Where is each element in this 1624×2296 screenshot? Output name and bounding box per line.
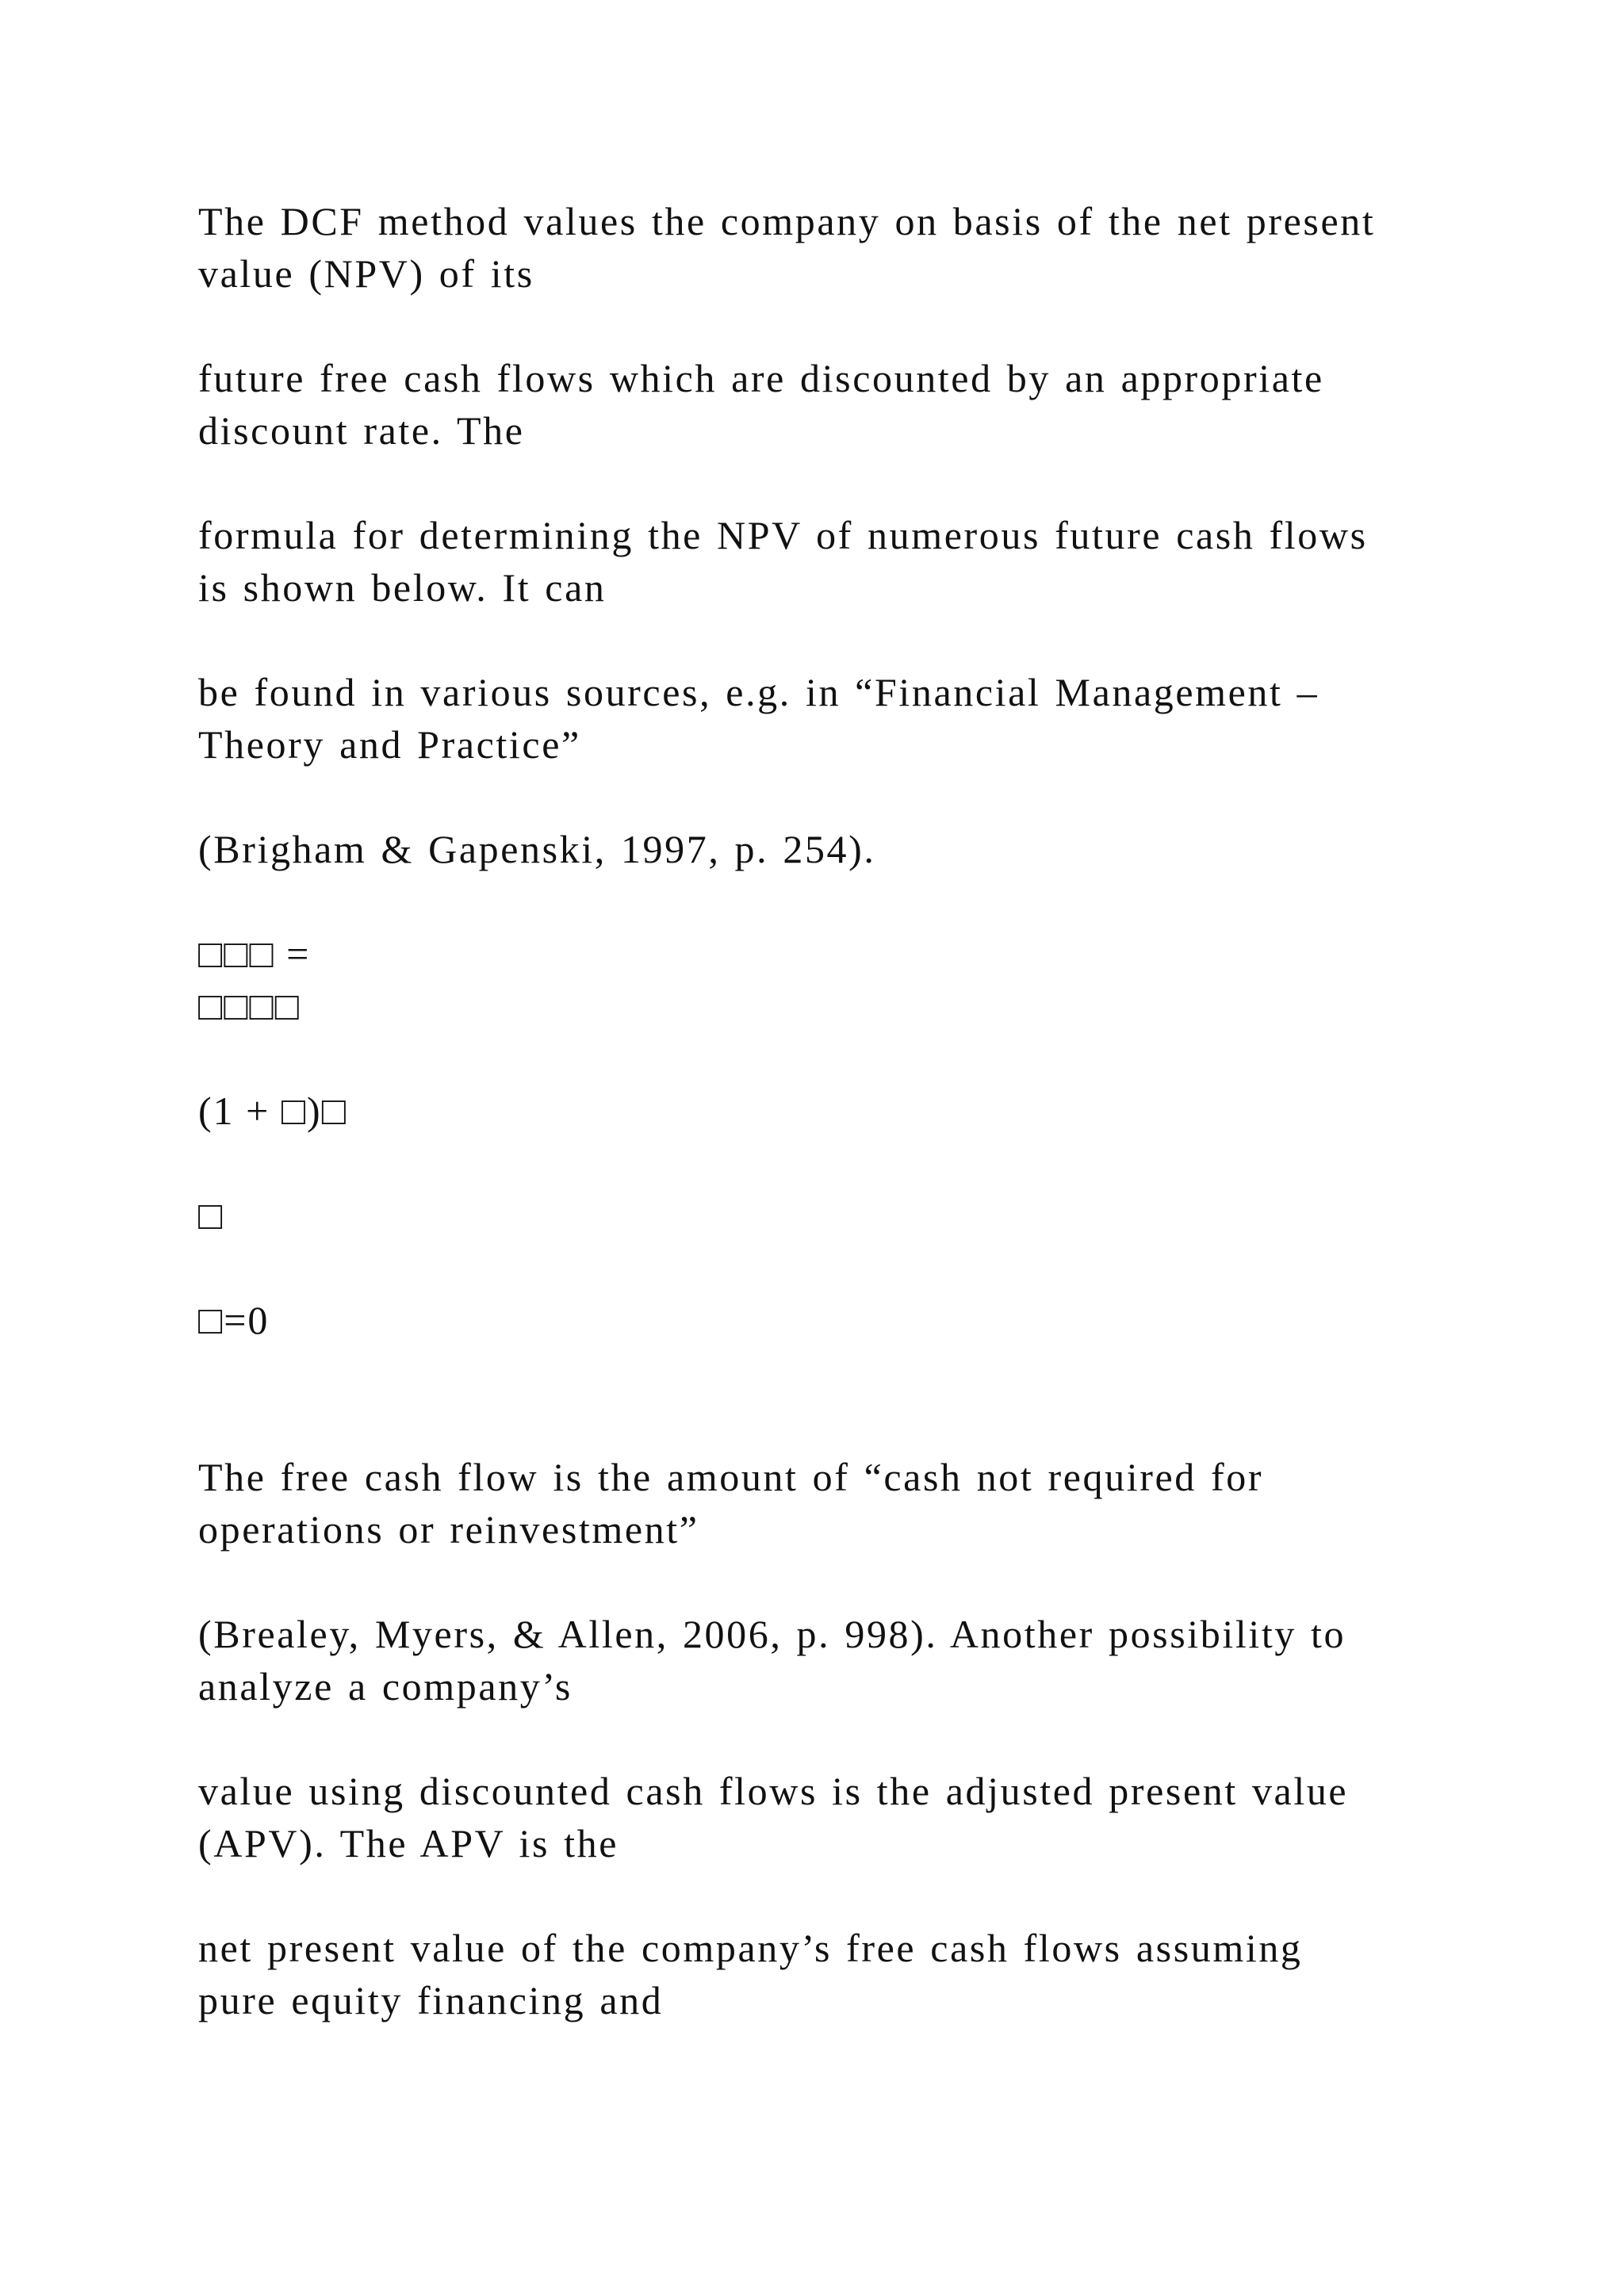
paragraph-citation-brealey: (Brealey, Myers, & Allen, 2006, p. 998). Another possibility to analyze a company’s (198, 1612, 1346, 1709)
paragraph-npv-formula-intro: formula for determining the NPV of numerous future cash flows is shown below. It can (198, 513, 1368, 610)
paragraph-future-cash-flows: future free cash flows which are discounted by an appropriate discount rate. The (198, 356, 1324, 453)
formula-numerator: □□□□ (198, 984, 301, 1028)
formula-summation-index: □=0 (198, 1298, 270, 1342)
formula-denominator: (1 + □)□ (198, 1089, 347, 1133)
paragraph-apv-definition: net present value of the company’s free cash flows assuming pure equity financing and (198, 1926, 1303, 2022)
paragraph-apv-intro: value using discounted cash flows is the adjusted present value (APV). The APV is the (198, 1769, 1349, 1866)
formula-npv-lhs: □□□ = (198, 932, 311, 976)
paragraph-dcf-intro: The DCF method values the company on basis of the net present value (NPV) of its (198, 199, 1376, 296)
formula-summation-symbol: □ (198, 1193, 224, 1238)
paragraph-free-cash-flow: The free cash flow is the amount of “cash not required for operations or reinvestment” (198, 1455, 1264, 1552)
paragraph-citation-brigham: (Brigham & Gapenski, 1997, p. 254). (198, 827, 876, 871)
paragraph-sources: be found in various sources, e.g. in “Financial Management – Theory and Practice” (198, 670, 1320, 767)
